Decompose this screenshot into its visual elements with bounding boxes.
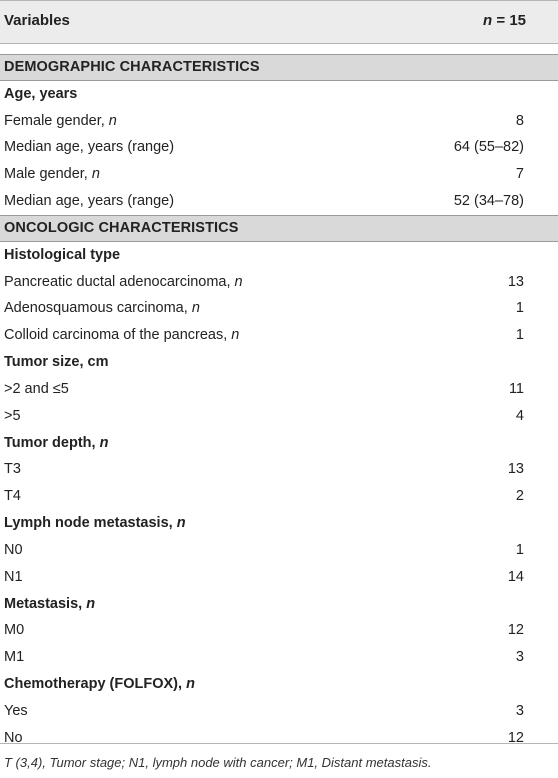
row-label-text: DEMOGRAPHIC CHARACTERISTICS xyxy=(4,59,260,75)
row-label-text: ONCOLOGIC CHARACTERISTICS xyxy=(4,219,239,236)
row-label-text: Median age, years (range) xyxy=(4,193,175,210)
table-row xyxy=(0,188,558,215)
row-label xyxy=(4,193,174,209)
table-row xyxy=(0,617,558,644)
row-label xyxy=(4,515,186,531)
row-label xyxy=(4,274,243,290)
row-label xyxy=(4,622,24,638)
table-row xyxy=(0,644,558,671)
table-row xyxy=(0,537,558,564)
row-value: 1 xyxy=(515,300,524,317)
subheading-row xyxy=(0,510,558,537)
row-label xyxy=(4,113,117,129)
table-row xyxy=(0,725,558,752)
row-label-italic: n xyxy=(91,166,100,183)
header-variables: Variables xyxy=(4,12,70,29)
section-row xyxy=(0,54,558,81)
header-n-label: n xyxy=(483,12,493,29)
subheading-row xyxy=(0,81,558,108)
row-label xyxy=(4,166,100,182)
row-label xyxy=(4,703,28,719)
table-row xyxy=(0,134,558,161)
row-label-text: Metastasis, xyxy=(4,595,87,612)
header-n xyxy=(483,12,526,29)
table-row xyxy=(0,376,558,403)
row-label-italic: n xyxy=(234,273,243,290)
row-label-text: M0 xyxy=(4,622,25,639)
row-label xyxy=(4,247,120,263)
row-value: 4 xyxy=(515,407,524,424)
header-n-value: = 15 xyxy=(492,12,526,29)
row-value: 1 xyxy=(515,327,524,344)
row-label xyxy=(4,435,108,451)
row-label-text: >2 and ≤5 xyxy=(4,380,69,397)
row-label xyxy=(4,300,200,316)
row-label xyxy=(4,488,21,504)
table-body xyxy=(0,54,558,752)
table-footnote: T (3,4), Tumor stage; N1, lymph node with cancer; M1, Distant metastasis. xyxy=(4,755,432,770)
table-row xyxy=(0,108,558,135)
row-value: 13 xyxy=(507,461,524,478)
row-value: 12 xyxy=(507,622,524,639)
row-value: 8 xyxy=(515,112,524,129)
row-label xyxy=(4,354,108,370)
table-row xyxy=(0,322,558,349)
row-label xyxy=(4,542,23,558)
subheading-row xyxy=(0,591,558,618)
row-label-text: Chemotherapy (FOLFOX), xyxy=(4,676,187,693)
row-label xyxy=(4,596,95,612)
row-label-text: Pancreatic ductal adenocarcinoma, xyxy=(4,273,235,290)
table-row xyxy=(0,698,558,725)
subheading-row xyxy=(0,430,558,457)
row-label-text: Age, years xyxy=(4,85,78,102)
table-row xyxy=(0,456,558,483)
row-label xyxy=(4,381,69,397)
row-value: 1 xyxy=(515,541,524,558)
row-label-italic: n xyxy=(86,595,96,612)
table-row xyxy=(0,269,558,296)
row-label xyxy=(4,220,239,236)
row-label xyxy=(4,676,195,692)
row-value: 2 xyxy=(515,488,524,505)
row-label-italic: n xyxy=(176,515,186,532)
row-value: 14 xyxy=(507,568,524,585)
row-label-text: Median age, years (range) xyxy=(4,139,175,156)
row-value: 3 xyxy=(515,649,524,666)
table-header xyxy=(0,0,558,44)
row-label-italic: n xyxy=(191,300,200,317)
row-label-text: >5 xyxy=(4,407,21,424)
row-value: 13 xyxy=(507,273,524,290)
row-value: 64 (55–82) xyxy=(453,139,524,156)
row-label-text: Tumor size, cm xyxy=(4,354,109,371)
row-label-italic: n xyxy=(186,676,195,693)
row-label-italic: n xyxy=(108,112,117,129)
row-label-text: N0 xyxy=(4,541,23,558)
row-value: 11 xyxy=(508,380,524,397)
row-label xyxy=(4,569,23,585)
table-row xyxy=(0,161,558,188)
row-label-text: Histological type xyxy=(4,246,121,263)
row-label-text: Lymph node metastasis, xyxy=(4,515,177,532)
row-label-text: M1 xyxy=(4,649,25,666)
row-label-text: Tumor depth, xyxy=(4,434,100,451)
row-label xyxy=(4,327,239,343)
row-label-text: Colloid carcinoma of the pancreas, xyxy=(4,327,232,344)
row-label xyxy=(4,86,77,102)
subheading-row xyxy=(0,671,558,698)
row-label-italic: n xyxy=(99,434,109,451)
row-label-italic: n xyxy=(231,327,240,344)
row-value: 52 (34–78) xyxy=(453,193,524,210)
row-label-text: Male gender, xyxy=(4,166,92,183)
row-value: 12 xyxy=(507,729,524,746)
row-label xyxy=(4,139,174,155)
table-bottom-rule xyxy=(0,743,558,744)
table-row xyxy=(0,564,558,591)
row-label-text: Female gender, xyxy=(4,112,109,129)
row-label-text: Adenosquamous carcinoma, xyxy=(4,300,192,317)
subheading-row xyxy=(0,349,558,376)
row-label xyxy=(4,649,24,665)
row-label-text: T4 xyxy=(4,488,21,505)
row-label xyxy=(4,59,260,75)
row-label-text: Yes xyxy=(4,702,28,719)
table-row xyxy=(0,403,558,430)
row-label-text: No xyxy=(4,729,23,746)
row-label xyxy=(4,408,21,424)
row-label-text: N1 xyxy=(4,568,23,585)
section-row xyxy=(0,215,558,242)
subheading-row xyxy=(0,242,558,269)
row-label-text: T3 xyxy=(4,461,21,478)
table-row xyxy=(0,483,558,510)
row-value: 7 xyxy=(515,166,524,183)
row-value: 3 xyxy=(515,702,524,719)
row-label xyxy=(4,461,21,477)
table-row xyxy=(0,295,558,322)
